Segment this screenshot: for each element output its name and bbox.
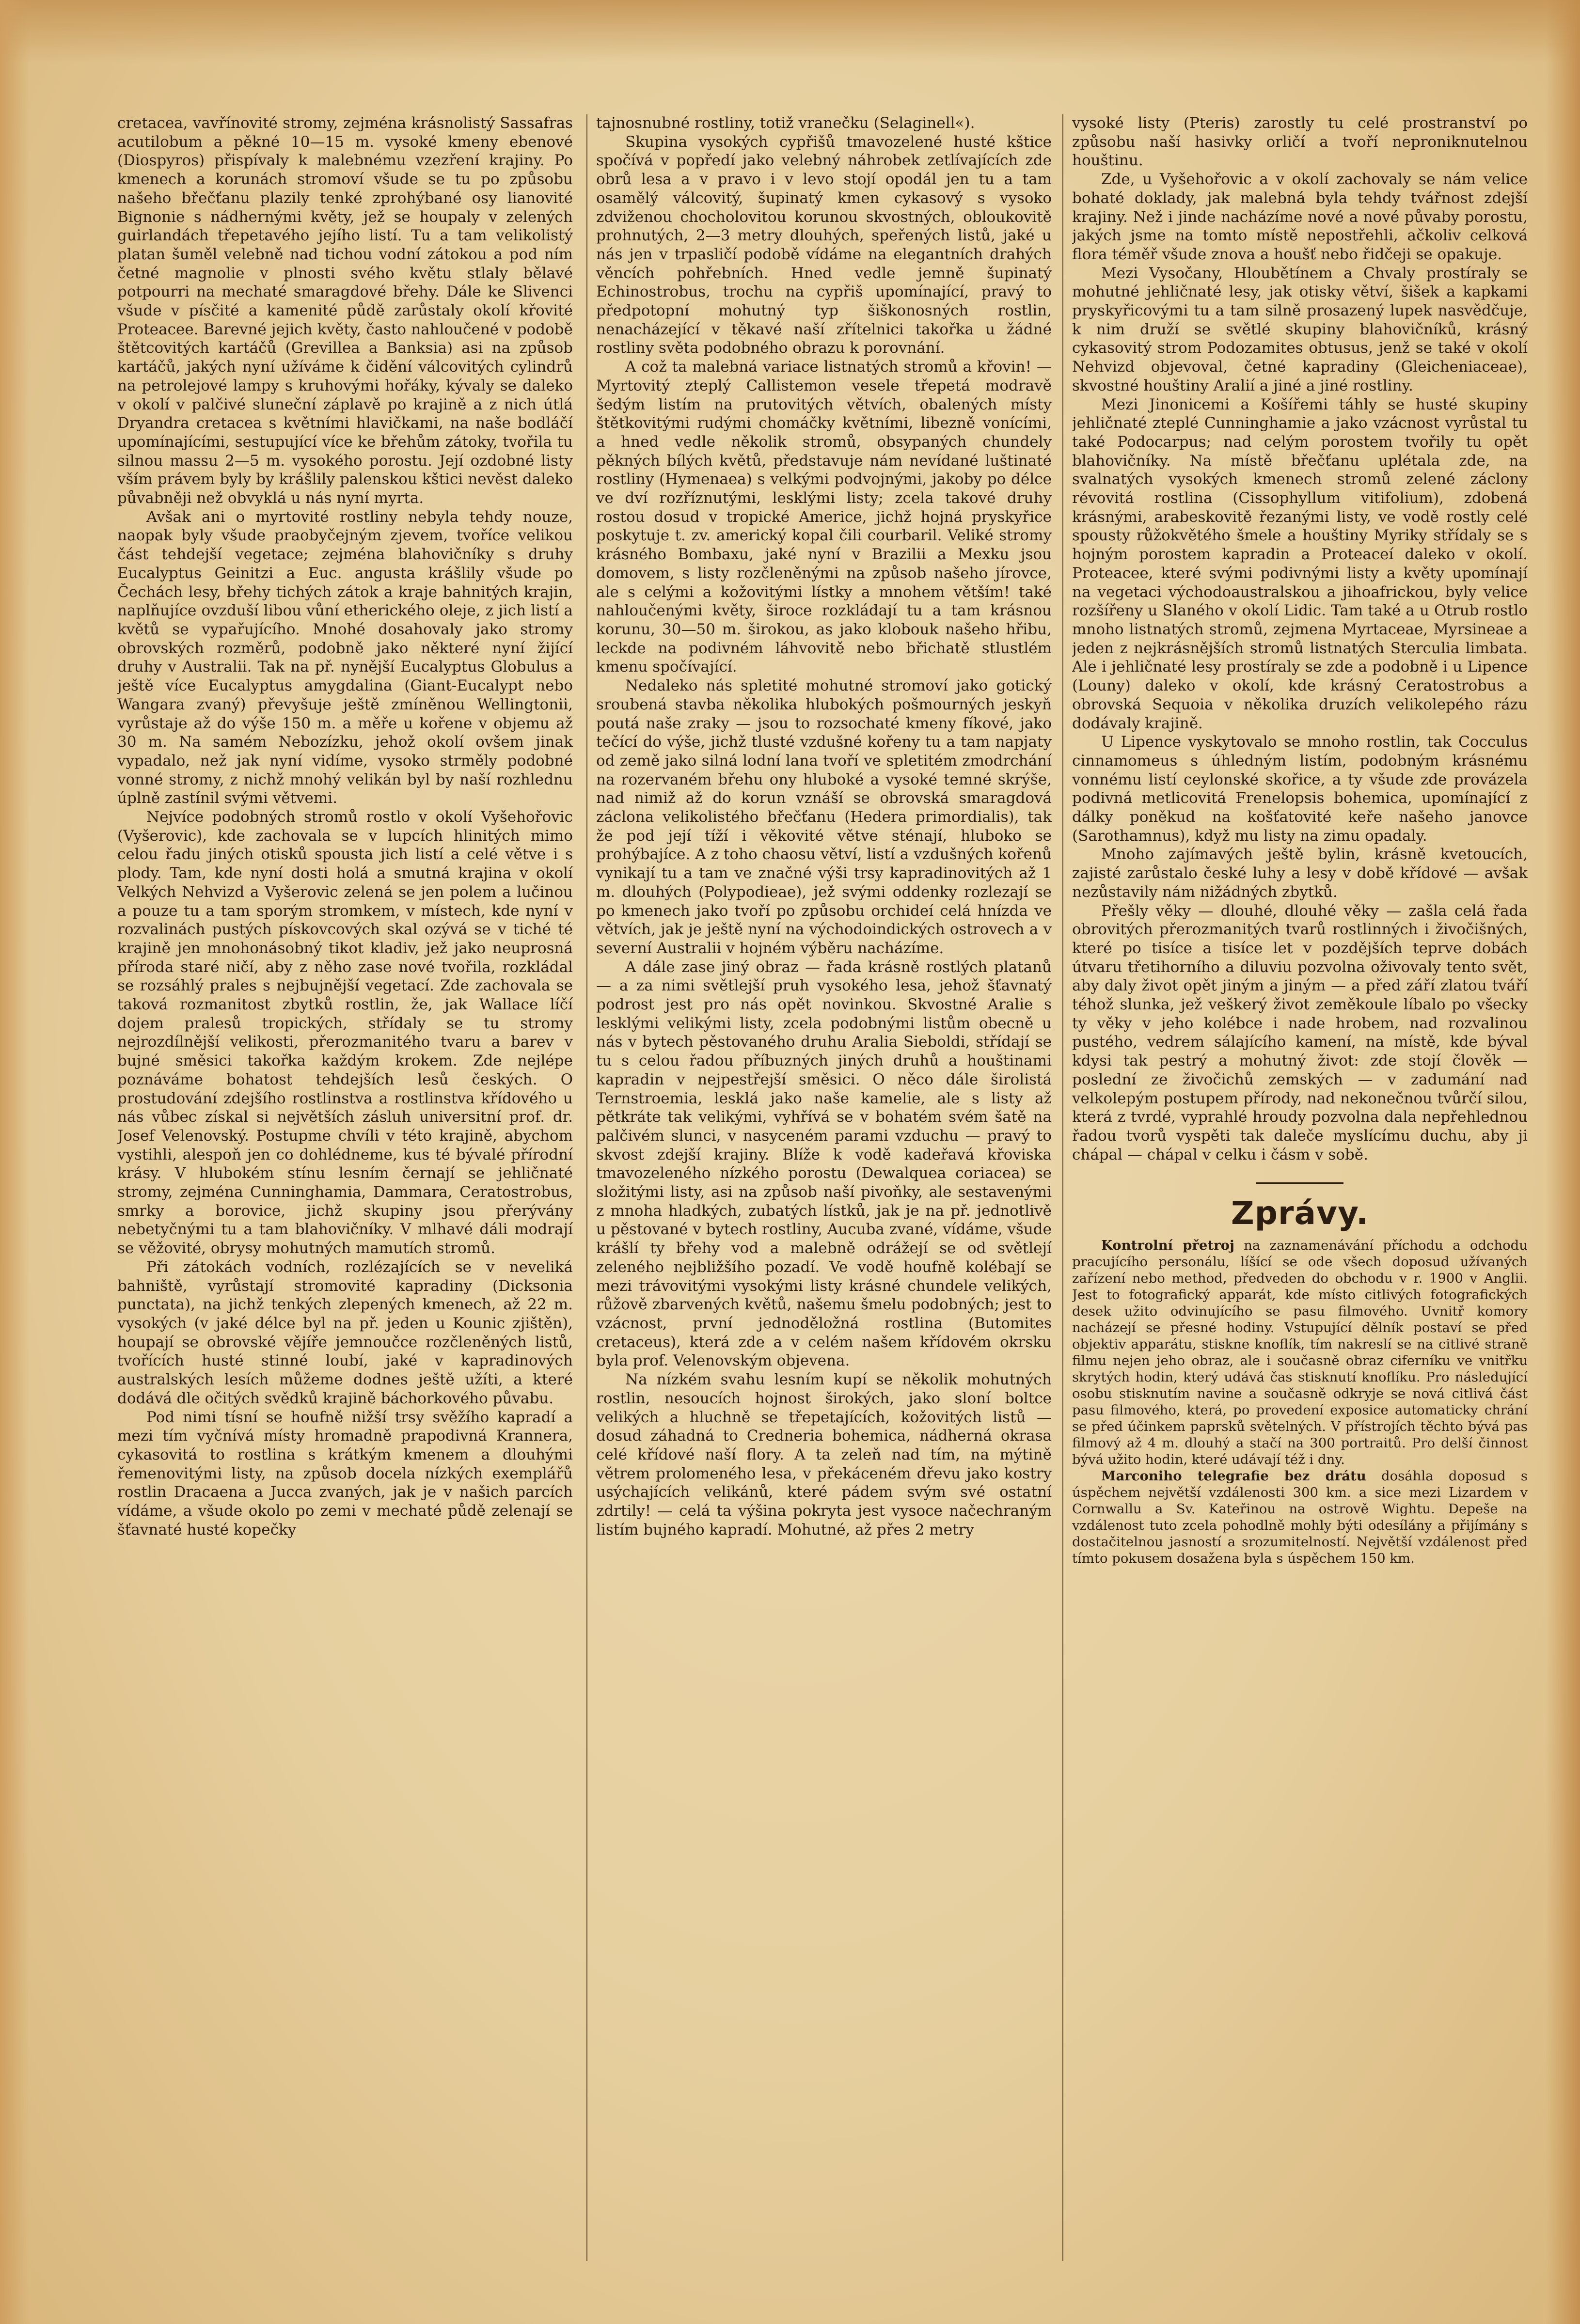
paragraph: Mezi Jinonicemi a Košířemi táhly se husté skupiny jehličnaté zteplé Cunninghamie a jako vzácnost vyrůstal tu také Podocarpus; nad celým porostem tvořily tu opět blahovičníky. Na místě břečťanu uplétala zde, na svalnatých vysokých kmenech stromů zelené záclony révovitá rostlina (Cissophyllum vitifolium), zdobená krásnými, arabeskovitě řezanými listy, ve vodě rostly celé spousty růžokvětého šmele a houštiny Myriky střídaly se s hojným porostem kapradin a Proteaceí daleko v okolí. Proteacee, které svými podivnými listy a květy upomínají na vegetaci východoaustralskou a jihoafrickou, byly velice rozšířeny u Slaného v okolí Lidic. Tam také a u Otrub rostlo mnoho listnatých stromů, zejmena Myrtaceae, Myrsineae a jeden z nejkrásnějších stromů listnatých Sterculia limbata. Ale i jehličnaté lesy prostíraly se zde a podobně i u Lipence (Louny) daleko v okolí, kde krásný Ceratostrobus a obrovská Sequoia v několika druzích velikolepého rázu dodávaly krajině. — [1072, 395, 1528, 732]
paragraph: Mezi Vysočany, Hloubětínem a Chvaly prostíraly se mohutné jehličnaté lesy, jak otisky větví, šišek a kapkami pryskyřicovými tu a tam silně prosazený lupek nasvědčuje, k nim druží se světlé skupiny blahovičníků, krásný cykasovitý strom Podozamites obtusus, jenž se také v okolí Nehvizd objevoval, četné kapradiny (Gleicheniaceae), skvostné houštiny Aralií a jiné a jiné rostliny. — [1072, 264, 1528, 394]
paragraph: A což ta malebná variace listnatých stromů a křovin! — Myrtovitý zteplý Callistemon vesele třepetá modravě šedým listím na prutovitých větvích, obalených místy štětkovitými rudými chomáčky květními, libezně vonícími, a hned vedle několik stromů, obsypaných chundely pěkných bílých květů, představuje nám nevídané luštinaté rostliny (Hymenaea) s velkými podvojnými, jakoby po délce ve dví rozříznutými, lesklými listy; zcela takové druhy rostou dosud v tropické Americe, jichž hojná pryskyřice poskytuje t. zv. americký kopal čili courbaril. Veliké stromy krásného Bombaxu, jaké nyní v Brazilii a Mexku jsou domovem, s listy rozčleněnými na způsob našeho jírovce, ale s celými a kožovitými lístky a mnohem větším! také nahloučenými květy, široce rozkládají tu a tam krásnou korunu, 30—50 m. širokou, as jako klobouk našeho hřibu, leckde na podivném láhvovitě nebo břichatě stlustlém kmenu spočívající. — [596, 358, 1052, 676]
section-separator — [1256, 1182, 1343, 1184]
paragraph: vysoké listy (Pteris) zarostly tu celé prostranství po způsobu naší hasivky orličí a tvoří neproniknutelnou houštinu. — [1072, 114, 1528, 170]
paragraph: cretacea, vavřínovité stromy, zejména krásnolistý Sassafras acutilobum a pěkné 10—15 m. vysoké kmeny ebenové (Diospyros) přispívaly k malebnému vzezření krajiny. Po kmenech a korunách stromoví všude se tu po způsobu našeho břečťanu plazily tenké zprohýbané osy lianovité Bignonie s nádhernými květy, jež se houpaly v zelených guirlandách třepetavého jejího listí. Tu a tam velikolistý platan šuměl velebně nad tichou vodní zátokou a pod ním četné magnolie v plnosti svého květu stlaly bělavé potpourri na mechaté smaragdové břehy. Dále ke Slivenci všude v písčité a kamenité půdě zarůstaly okolí křovité Proteacee. Barevné jejich květy, často nahloučené v podobě štětcovitých kartáčů (Grevillea a Banksia) asi na způsob kartáčů, jakých nyní užíváme k čidění válcovitých cylindrů na petrolejové lampy s kruhovými hořáky, kývaly se daleko v okolí v palčivé sluneční záplavě po krajině a z nich útlá Dryandra cretacea s květními hlavičkami, na naše bodláčí upomínajícími, sestupující více ke břehům zátoky, tvořila tu silnou massu 2—5 m. vysokého porostu. Její ozdobné listy vším právem byly by krášlily palenskou kštici nevěst daleko půvabněji než obvyklá u nás nyní myrta. — [117, 114, 573, 507]
news-item — [1072, 1237, 1528, 1468]
news-item-heading: Kontrolní přetroj — [1101, 1238, 1234, 1254]
news-item-heading: Marconiho telegrafie bez drátu — [1101, 1468, 1366, 1484]
paragraph: Pod nimi tísní se houfně nižší trsy svěžího kapradí a mezi tím vyčnívá místy hromadně prapodivná Krannera, cykasovitá to rostlina s krátkým kmenem a dlouhými řemenovitými listy, na způsob docela nízkých exemplářů rostlin Dracaena a Jucca zvaných, jak je v našich parcích vídáme, a všude okolo po zemi v mechaté půdě zelenají se šťavnaté husté kopečky — [117, 1408, 573, 1539]
paper-edge-right — [1546, 0, 1580, 2324]
paragraph: Zde, u Vyšehořovic a v okolí zachovaly se nám velice bohaté doklady, jak malebná byla tehdy tvářnost zdejší krajiny. Než i jinde nacházíme nové a nové půvaby porostu, jakých jsme na tomto místě nepostřehli, ačkoliv celková flora téměř všude znova a houšť nebo řidčeji se opakuje. — [1072, 171, 1528, 263]
news-item — [1072, 1468, 1528, 1567]
paper-edge-left — [0, 0, 29, 2324]
paper-edge-top — [0, 0, 1580, 63]
paragraph: Nejvíce podobných stromů rostlo v okolí Vyšehořovic (Vyšerovic), kde zachovala se v lupcích hlinitých mimo celou řadu jiných otisků spousta jich listí a celé větve i s plody. Tam, kde nyní dosti holá a smutná krajina v okolí Velkých Nehvizd a Vyšerovic zelená se jen polem a lučinou a pouze tu a tam sporým stromkem, v místech, kde nyní v rozvalinách pustých pískovcových skal ozývá se v tiché té krajině jen mnohonásobný tikot kladiv, jež jako neuprosná příroda staré ničí, aby z něho zase nové tvořila, rozkládal se rozsáhlý prales s nejbujnější vegetací. Zde zachovala se taková rozmanitost zbytků rostlin, že, jak Wallace líčí dojem pralesů tropických, střídaly se tu stromy nejrozdílnější velikosti, přerozmanitého tvaru a barev v bujné směsici takořka každým krokem. Zde nejlépe poznáváme bohatost tehdejších lesů českých. O prostudování zdejšího rostlinstva a rostlinstva křídového u nás vůbec získal si největších zásluh universitní prof. dr. Josef Velenovský. Postupme chvíli v této krajině, abychom vystihli, alespoň jen co dohlédneme, kus té bývalé přírodní krásy. V hlubokém stínu lesním černají se jehličnaté stromy, zejména Cunninghamia, Dammara, Ceratostrobus, smrky a borovice, jichž skupiny jsou přerývány nebetyčnými tu a tam blahovičníky. V mlhavé dáli modrají se věžovité, obrysy mohutných mamutích stromů. — [117, 808, 573, 1257]
paragraph: Skupina vysokých cypřišů tmavozelené husté kštice spočívá v popředí jako velebný náhrobek zetlívajících zde obrů lesa a v pravo i v levo stojí opodál jen tu a tam osamělý válcovitý, šupinatý kmen cykasový s vysoko zdviženou chocholovitou korunou skvostných, obloukovitě prohnutých, 2—3 metry dlouhých, speřených listů, jaké u nás jen v trpasličí podobě vídáme na elegantních drahých věncích pohřebních. Hned vedle jemně šupinatý Echinostrobus, trochu na cypřiš upomínající, pravý to předpotopní mohutný typ šiškonosných rostlin, nenacházející v těkavé naší zřítelnici takořka u žádné rostliny světa podobného obrazu k porovnání. — [596, 133, 1052, 357]
paragraph: Mnoho zajímavých ještě bylin, krásně kvetoucích, zajisté zarůstalo české luhy a lesy v době křídové — avšak nezůstavily nám nižádných zbytků. — [1072, 846, 1528, 901]
news-item-body: dosáhla doposud s úspěchem největší vzdálenosti 300 km. a sice mezi Lizardem v Cornwallu a Sv. Kateřinou na ostrově Wightu. Depeše na vzdálenost tuto zcela pohodlně mohly býti odesílány a přijímány s dostačitelnou jasností a srozumitelností. Největší vzdálenost před tímto pokusem dosažena byla s úspěchem 150 km. — [1072, 1468, 1528, 1567]
news-item-body: na zaznamenávání příchodu a odchodu pracujícího personálu, líšící se ode všech doposud užívaných zařízení nebo method, předveden do obchodu v r. 1900 v Anglii. Jest to fotografický apparát, kde místo citlivých fotografických desek užito odvinujícího se pasu filmového. Uvnitř komory nacházejí se přesné hodiny. Vstupující dělník postaví se před objektiv apparátu, stiskne knoflík, tím nakreslí se na citlivé straně filmu nejen jeho obraz, ale i současně obraz ciferníku ve vnitřku skrytých hodin, který udává čas stisknutí knoflíku. Pro následující osobu stisknutím navine a současně odkryje se nová citlivá část pasu filmového, která, po provedení exposice automaticky chrání se před účinkem paprsků světelných. V přístrojích těchto bývá pas filmový až 4 m. dlouhý a stačí na 300 portraitů. Pro delší činnost bývá užito hodin, které udávají též i dny. — [1072, 1238, 1528, 1468]
paragraph: tajnosnubné rostliny, totiž vranečku (Selaginell«). — [596, 114, 975, 132]
column-right — [1072, 114, 1528, 2265]
paragraph: Přešly věky — dlouhé, dlouhé věky — zašla celá řada obrovitých přerozmanitých tvarů rostlinných i živočišných, které po tisíce a tisíce let v pozdějších teprve dobách útvaru třetihorního a diluviu pozvolna oživovaly tento svět, aby daly život opět jiným a jiným — a před září zlatou tváří téhož slunka, jež veškerý život zeměkoule líbalo po všecky ty věky v jeho kolébce i nade hrobem, nad rozvalinou pustého, vedrem sálajícího kamení, na místě, kde býval kdysi tak pestrý a mohutný život: zde stojí člověk — poslední ze živočichů zemských — v zadumání nad velkolepým postupem přírody, nad nekonečnou tvůrčí silou, která z tvrdé, vyprahlé hroudy pozvolna dala nepřehlednou řadou tvorů vyspěti tak daleče myslícímu duchu, aby ji chápal — chápal v celku i čásm v sobě. — [1072, 902, 1528, 1163]
column-left — [117, 114, 573, 2265]
paragraph: Avšak ani o myrtovité rostliny nebyla tehdy nouze, naopak byly všude praobyčejným zjevem, tvoříce velikou část tehdejší vegetace; zejména blahovičníky s druhy Eucalyptus Geinitzi a Euc. angusta krášlily všude po Čechách lesy, břehy tichých zátok a kraje bahnitých krajin, naplňujíce ovzduší libou vůní etherického oleje, z jich listí a květů se vypařujícího. Mnohé dosahovaly jako stromy obrovských rozměrů, podobně jako některé nyní žijící druhy v Australii. Tak na př. nynější Eucalyptus Globulus a ještě více Eucalyptus amygdalina (Giant-Eucalypt nebo Wangara zvaný) převyšuje ještě zmíněnou Wellingtonii, vyrůstaje až do výše 150 m. a měře u kořene v objemu až 30 m. Na samém Nebozízku, jehož okolí ovšem jinak vypadalo, než jak nyní vidíme, vysoko strměly podobné vonné stromy, z nichž mnohý velikán byl by naší rozhlednu úplně zastínil svými větvemi. — [117, 508, 573, 807]
paragraph: A dále zase jiný obraz — řada krásně rostlých platanů — a za nimi světlejší pruh vysokého lesa, jehož šťavnatý podrost jest pro nás opět novinkou. Skvostné Aralie s lesklými velikými listy, zcela podobnými listům obecně u nás v bytech pěstovaného druhu Aralia Sieboldi, střídají se tu s celou řadou příbuzných jiných druhů a houštinami kapradin v nejpestřejší směsici. O něco dále širolistá Ternstroemia, lesklá jako naše kamelie, ale s listy až pětkráte tak velikými, vyhřívá se v bohatém svém šatě na palčivém slunci, v nasyceném parami vzduchu — pravý to skvost zdejší krajiny. Blíže k vodě kadeřavá křoviska tmavozeleného nízkého porostu (Dewalquea coriacea) se složitými listy, asi na způsob naší pivoňky, ale sestavenými z mnoha hladkých, zubatých lístků, jak je na př. jednotlivě u pěstované v bytech rostliny, Aucuba zvané, vídáme, všude krášlí ty břehy vod a malebně odrážejí se od světlejí zeleného nejbližšího pozadí. Ve vodě houfně kolébají se mezi trávovitými vysokými listy krásné chundele velikých, růžově zbarvených květů, našemu šmelu podobných; jest to vzácnost, první jednoděložná rostlina (Butomites cretaceus), která zde a v celém našem křídovém okrsku byla prof. Velenovským objevena. — [596, 958, 1052, 1370]
column-middle — [596, 114, 1052, 2265]
column-divider — [1062, 114, 1063, 2261]
paragraph: Nedaleko nás spletité mohutné stromoví jako gotický sroubená stavba několika hlubokých pošmourných jeskyň poutá naše zraky — jsou to rozsochaté kmeny fíkové, jako tečící do výše, jichž tlusté vzdušné kořeny tu a tam napjaty od země jako silná lodní lana tvoří ve spletitém zmodrchání na rozervaném břehu ony hluboké a vysoké temné skrýše, nad nimiž až do korun vznáší se obrovská smaragdová záclona velikolistého břečťanu (Hedera primordialis), tak že pod její tíží i věkovité větve sténají, hluboko se prohýbajíce. A z toho chaosu větví, listí a vzdušných kořenů vynikají tu a tam ve značné výši trsy kapradinovitých až 1 m. dlouhých (Polypodieae), jež svými oddenky rozlezají se po kmenech jako tvoří po způsobu orchideí celá hnízda ve větvích, jak je ještě nyní na východoindických ostrovech a v severní Australii v hojném výběru nacházíme. — [596, 677, 1052, 957]
column-divider — [586, 114, 587, 2261]
paragraph: Při zátokách vodních, rozlézajících se v neveliká bahniště, vyrůstají stromovité kapradiny (Dicksonia punctata), na jichž tenkých zlepených kmenech, až 22 m. vysokých (v jaké délce byl na př. jeden u Kounic zjištěn), houpají se obrovské vějíře jemnoučce rozčleněných listů, tvořících husté stinné loubí, jaké v kapradinových australských lesích můžeme dodnes ještě užíti, a které dodává dle očitých svědků krajině báchorkového půvabu. — [117, 1258, 573, 1407]
paragraph: U Lipence vyskytovalo se mnoho rostlin, tak Cocculus cinnamomeus s úhledným listím, podobným krásnému vonnému listí ceylonské skořice, a ty všude zde provázela podivná metlicovitá Frenelopsis bohemica, upomínající z dálky poněkud na košťatovité keře našeho janovce (Sarothamnus), když mu listy na zimu opadaly. — [1072, 733, 1528, 845]
paragraph: Na nízkém svahu lesním kupí se několik mohutných rostlin, nesoucích hojnost širokých, jako sloní boltce velikých a hluchně se třepetajících, kožovitých listů — dosud záhadná to Credneria bohemica, nádherná okrasa celé křídové naší flory. A ta zeleň nad tím, na mýtině větrem prolomeného lesa, v překáceném dřevu jako kostry usýchajících velikánů, které pádem svým své ostatní zdrtily! — celá ta výšina pokryta jest vysoce načechraným listím bujného kapradí. Mohutné, až přes 2 metry — [596, 1371, 1052, 1539]
section-title: Zprávy. — [1231, 1194, 1369, 1232]
